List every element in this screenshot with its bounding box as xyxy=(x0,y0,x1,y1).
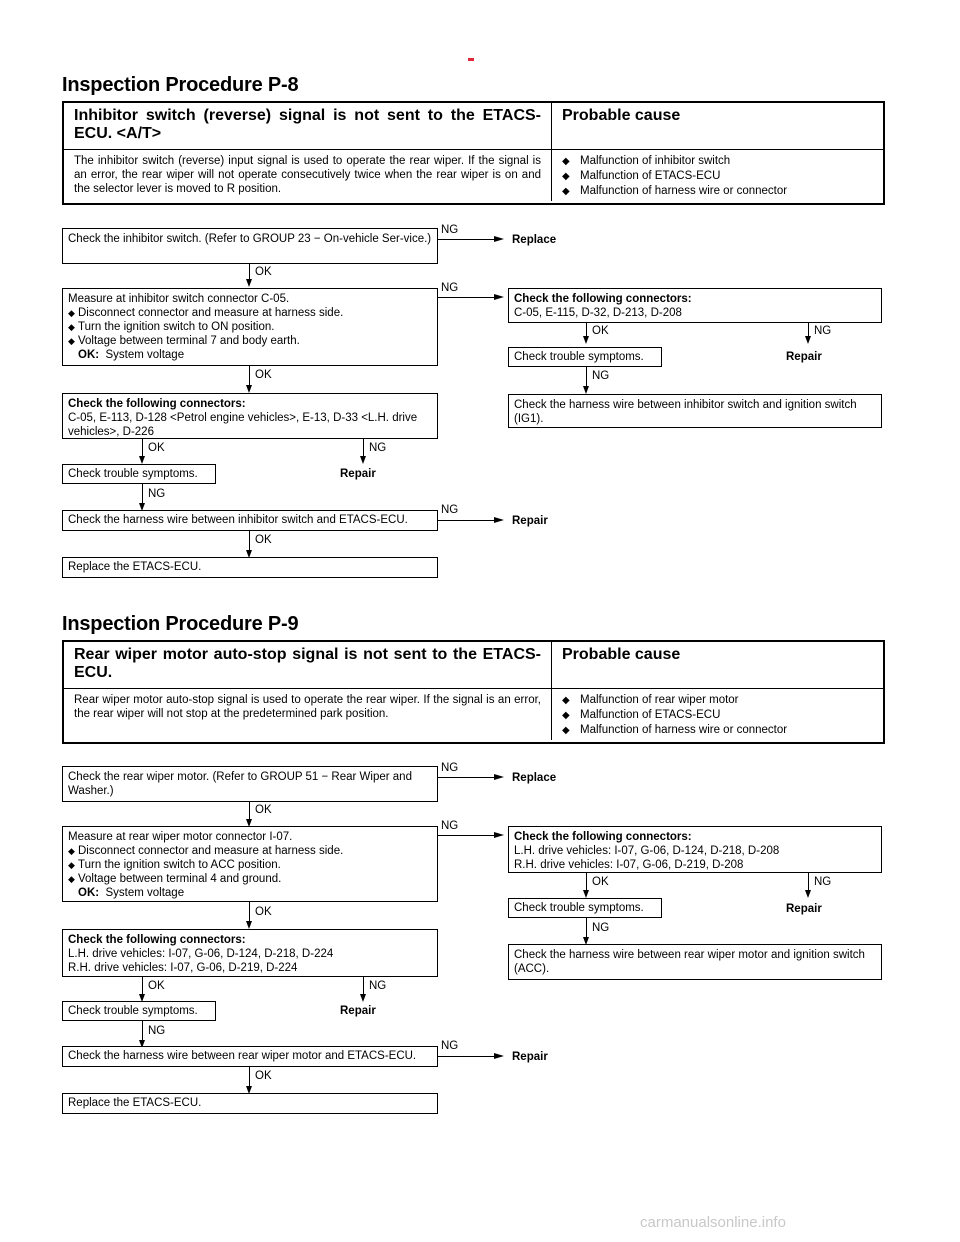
ng-label: NG xyxy=(441,504,459,516)
p9-step3-check-box: Check trouble symptoms. xyxy=(62,1001,216,1021)
ok-label: OK xyxy=(148,442,165,454)
p9-title: Rear wiper motor auto-stop signal is not sent to the ETACS-ECU. xyxy=(74,646,541,681)
arrow-down-icon xyxy=(805,890,811,898)
connector-line xyxy=(438,777,494,778)
p9-cause-item: ◆ Malfunction of rear wiper motor xyxy=(562,694,739,706)
connector-line xyxy=(438,239,494,240)
p9-step2-ng-repair: Repair xyxy=(786,903,822,915)
p9-header-table xyxy=(62,640,885,744)
connector-line xyxy=(249,531,250,551)
ng-label: NG xyxy=(814,325,832,337)
p9-step4-box: Check the harness wire between rear wiper motor and ETACS-ECU. xyxy=(62,1046,438,1067)
arrow-right-icon xyxy=(494,774,504,780)
p8-header-table xyxy=(62,101,885,205)
p9-step4-ng-action: Repair xyxy=(512,1051,548,1063)
p9-heading: Inspection Procedure P-9 xyxy=(62,613,299,635)
p8-cause-title: Probable cause xyxy=(562,107,681,124)
ng-label: NG xyxy=(441,282,459,294)
p9-cause-title: Probable cause xyxy=(562,646,681,663)
p9-cause-item: ◆ Malfunction of harness wire or connector xyxy=(562,724,788,736)
connector-line xyxy=(249,802,250,820)
p9-step2-box: Measure at rear wiper motor connector I-07. ◆ Disconnect connector and measure at harness side. ◆ Turn the ignition switch to ACC position. ◆ Voltage between terminal 4 and ground. OK: System voltage xyxy=(62,826,438,902)
p8-step5-box: Replace the ETACS-ECU. xyxy=(62,557,438,578)
ng-label: NG xyxy=(369,980,387,992)
arrow-down-icon xyxy=(139,456,145,464)
arrow-down-icon xyxy=(583,336,589,344)
connector-line xyxy=(586,323,587,337)
connector-line xyxy=(249,264,250,280)
connector-line xyxy=(438,835,494,836)
connector-line xyxy=(808,873,809,891)
connector-line xyxy=(142,439,143,457)
ok-label: OK xyxy=(255,534,272,546)
arrow-down-icon xyxy=(360,994,366,1002)
ok-label: OK xyxy=(255,804,272,816)
arrow-right-icon xyxy=(494,832,504,838)
connector-line xyxy=(249,366,250,386)
p8-title: Inhibitor switch (reverse) signal is not sent to the ETACS-ECU. <A/T> xyxy=(74,107,541,142)
p8-step3-repair: Repair xyxy=(340,468,376,480)
connector-line xyxy=(249,902,250,922)
p9-step1-ng-action: Replace xyxy=(512,772,557,784)
p9-step3-box: Check the following connectors: L.H. drive vehicles: I-07, G-06, D-124, D-218, D-224 R.H. drive vehicles: I-07, G-06, D-219, D-224 xyxy=(62,929,438,977)
p8-step2-box: Measure at inhibitor switch connector C-05. ◆ Disconnect connector and measure at harness side. ◆ Turn the ignition switch to ON position. ◆ Voltage between terminal 7 and body earth. OK: System voltage xyxy=(62,288,438,366)
arrow-down-icon xyxy=(583,386,589,394)
connector-line xyxy=(438,1056,494,1057)
p8-heading: Inspection Procedure P-8 xyxy=(62,74,299,96)
p9-description: Rear wiper motor auto-stop signal is used to operate the rear wiper. If the signal is an error, the rear wiper will not stop at the predetermined park position. xyxy=(74,694,541,720)
p8-cause-item: ◆ Malfunction of harness wire or connector xyxy=(562,185,788,197)
connector-line xyxy=(586,367,587,387)
arrow-down-icon xyxy=(246,921,252,929)
arrow-right-icon xyxy=(494,294,504,300)
ng-label: NG xyxy=(441,1040,459,1052)
connector-line xyxy=(808,323,809,337)
ok-label: OK xyxy=(255,266,272,278)
connector-line xyxy=(586,918,587,938)
connector-line xyxy=(586,873,587,891)
ng-label: NG xyxy=(441,762,459,774)
ok-label: OK xyxy=(592,876,609,888)
ng-label: NG xyxy=(592,370,610,382)
p9-step3-repair: Repair xyxy=(340,1005,376,1017)
ok-label: OK xyxy=(255,906,272,918)
p9-step2-ng-box: Check the following connectors: L.H. drive vehicles: I-07, G-06, D-124, D-218, D-208 R.H. drive vehicles: I-07, G-06, D-219, D-208 xyxy=(508,826,882,873)
connector-line xyxy=(363,977,364,995)
arrow-down-icon xyxy=(246,279,252,287)
top-red-mark xyxy=(468,58,474,61)
p8-step4-ng-action: Repair xyxy=(512,515,548,527)
p8-step1-ng-action: Replace xyxy=(512,234,557,246)
connector-line xyxy=(363,439,364,457)
ng-label: NG xyxy=(148,1025,166,1037)
p8-step1-box: Check the inhibitor switch. (Refer to GROUP 23 − On-vehicle Ser-vice.) xyxy=(62,228,438,264)
ng-label: NG xyxy=(814,876,832,888)
arrow-right-icon xyxy=(494,1053,504,1059)
ng-label: NG xyxy=(369,442,387,454)
p8-step2-ng-check-box: Check trouble symptoms. xyxy=(508,347,662,367)
connector-line xyxy=(142,977,143,995)
connector-line xyxy=(438,520,494,521)
connector-line xyxy=(438,297,494,298)
p8-step2-ng-box: Check the following connectors: C-05, E-115, D-32, D-213, D-208 xyxy=(508,288,882,323)
p9-cause-item: ◆ Malfunction of ETACS-ECU xyxy=(562,709,721,721)
p8-cause-item: ◆ Malfunction of ETACS-ECU xyxy=(562,170,721,182)
ng-label: NG xyxy=(441,820,459,832)
p8-step3-box: Check the following connectors: C-05, E-113, D-128 <Petrol engine vehicles>, E-13, D-33 <L.H. drive vehicles>, D-226 xyxy=(62,393,438,439)
ok-label: OK xyxy=(255,369,272,381)
ok-label: OK xyxy=(592,325,609,337)
p9-step2-ng-harness-box: Check the harness wire between rear wiper motor and ignition switch (ACC). xyxy=(508,944,882,980)
arrow-right-icon xyxy=(494,236,504,242)
p9-step1-box: Check the rear wiper motor. (Refer to GROUP 51 − Rear Wiper and Washer.) xyxy=(62,766,438,802)
ok-label: OK xyxy=(255,1070,272,1082)
ok-label: OK xyxy=(148,980,165,992)
ng-label: NG xyxy=(441,224,459,236)
p8-step3-check-box: Check trouble symptoms. xyxy=(62,464,216,484)
arrow-down-icon xyxy=(583,890,589,898)
p8-step4-box: Check the harness wire between inhibitor switch and ETACS-ECU. xyxy=(62,510,438,531)
arrow-down-icon xyxy=(246,385,252,393)
ng-label: NG xyxy=(592,922,610,934)
watermark: carmanualsonline.info xyxy=(640,1214,786,1231)
p8-description: The inhibitor switch (reverse) input signal is used to operate the rear wiper. If the signal is an error, the rear wiper will not operate consecutively twice when the rear wiper is on and the selector lever is moved to R position. xyxy=(74,155,541,195)
connector-line xyxy=(142,484,143,504)
arrow-right-icon xyxy=(494,517,504,523)
ng-label: NG xyxy=(148,488,166,500)
connector-line xyxy=(249,1067,250,1087)
p8-cause-item: ◆ Malfunction of inhibitor switch xyxy=(562,155,731,167)
connector-line xyxy=(142,1021,143,1041)
p8-step2-ng-repair: Repair xyxy=(786,351,822,363)
arrow-down-icon xyxy=(805,336,811,344)
p9-step2-ng-check-box: Check trouble symptoms. xyxy=(508,898,662,918)
arrow-down-icon xyxy=(360,456,366,464)
p8-step2-ng-harness-box: Check the harness wire between inhibitor switch and ignition switch (IG1). xyxy=(508,394,882,428)
p9-step5-box: Replace the ETACS-ECU. xyxy=(62,1093,438,1114)
